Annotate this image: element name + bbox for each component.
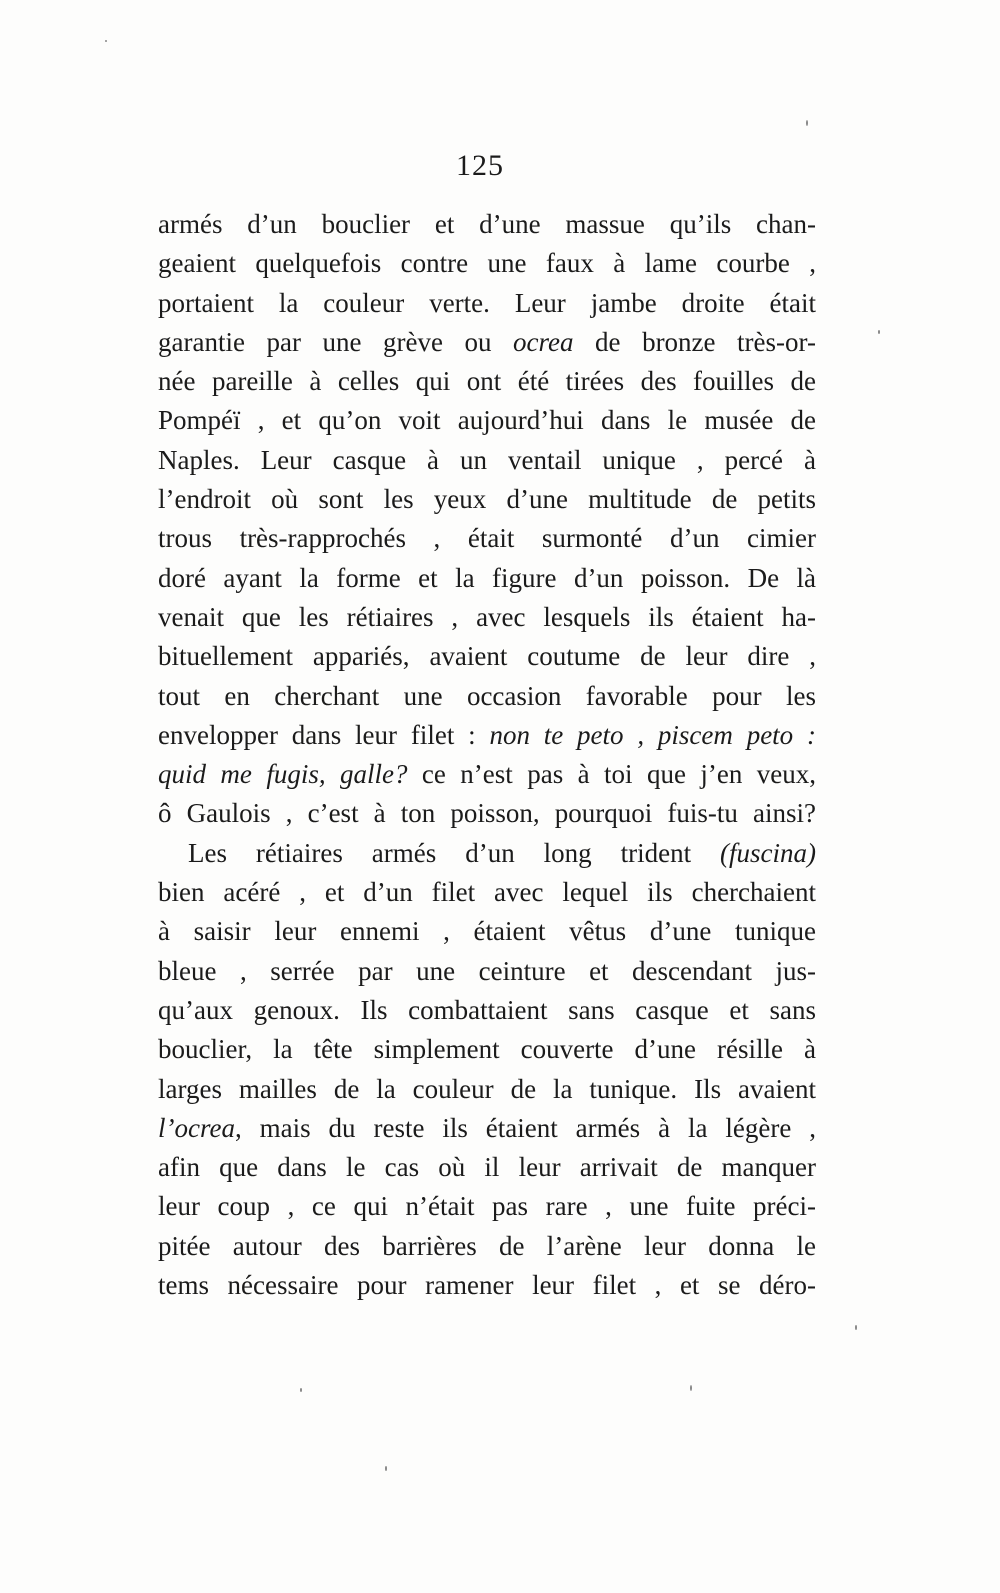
text-segment: Naples. Leur casque à un ventail unique , percé à: [158, 444, 816, 475]
scan-speck: [806, 120, 808, 126]
text-line: [158, 441, 816, 480]
page-number: 125: [456, 149, 504, 182]
text-segment: portaient la couleur verte. Leur jambe droite était: [158, 287, 816, 318]
italic-text: ocrea: [513, 326, 574, 357]
text-segment: doré ayant la forme et la figure d’un poisson. De là: [158, 562, 816, 593]
text-segment: tems nécessaire pour ramener leur filet , et se déro-: [158, 1270, 816, 1301]
text-segment: qu’aux genoux. Ils combattaient sans casque et sans: [158, 994, 816, 1025]
text-segment: venait que les rétiaires , avec lesquels ils étaient ha-: [158, 601, 816, 632]
text-line: [158, 1070, 816, 1109]
italic-text: non te peto , piscem peto :: [489, 719, 816, 750]
text-segment: afin que dans le cas où il leur arrivait de manquer: [158, 1152, 816, 1183]
italic-text: quid me fugis, galle?: [158, 759, 408, 790]
text-line: [158, 794, 816, 833]
text-segment: l’endroit où sont les yeux d’une multitude de petits: [158, 484, 816, 515]
text-line: [158, 284, 816, 323]
scan-speck: [105, 40, 107, 42]
text-segment: bien acéré , et d’un filet avec lequel ils cherchaient: [158, 877, 816, 908]
text-segment: trous très-rapprochés , était surmonté d’un cimier: [158, 523, 816, 554]
scan-speck: [300, 1388, 302, 1392]
text-segment: bituellement appariés, avaient coutume de leur dire ,: [158, 641, 816, 672]
text-segment: bouclier, la tête simplement couverte d’une résille à: [158, 1034, 816, 1065]
scan-speck: [385, 1466, 387, 1471]
text-segment: larges mailles de la couleur de la tunique. Ils avaient: [158, 1073, 816, 1104]
text-segment: leur coup , ce qui n’était pas rare , une fuite préci-: [158, 1191, 816, 1222]
text-line: [158, 1187, 816, 1226]
text-line: [158, 637, 816, 676]
scan-speck: [878, 330, 880, 334]
text-line: [158, 1148, 816, 1187]
text-line: [158, 716, 816, 755]
text-segment: ô Gaulois , c’est à ton poisson, pourquoi fuis-tu ainsi?: [158, 798, 816, 829]
text-line: [158, 244, 816, 283]
text-line: [158, 1266, 816, 1305]
text-line: [158, 598, 816, 637]
text-line: [158, 519, 816, 558]
text-segment: de bronze très-or-: [573, 326, 816, 357]
text-segment: tout en cherchant une occasion favorable pour les: [158, 680, 816, 711]
text-segment: ce n’est pas à toi que j’en veux,: [407, 759, 816, 790]
text-line: [158, 1109, 816, 1148]
text-segment: garantie par une grève ou: [158, 326, 514, 357]
text-line: [158, 912, 816, 951]
text-line: [158, 873, 816, 912]
text-line: [158, 834, 816, 873]
text-line: [158, 401, 816, 440]
text-line: [158, 480, 816, 519]
text-segment: envelopper dans leur filet :: [158, 719, 490, 750]
text-line: [158, 952, 816, 991]
text-segment: Les rétiaires armés d’un long trident: [188, 837, 721, 868]
text-line: [158, 362, 816, 401]
italic-text: (fuscina): [720, 837, 816, 868]
scan-speck: [855, 1325, 857, 1330]
text-segment: pitée autour des barrières de l’arène leur donna le: [158, 1230, 816, 1261]
text-segment: à saisir leur ennemi , étaient vêtus d’une tunique: [158, 916, 816, 947]
text-segment: , mais du reste ils étaient armés à la légère ,: [234, 1112, 816, 1143]
text-segment: bleue , serrée par une ceinture et descendant jus-: [158, 955, 816, 986]
text-line: [158, 677, 816, 716]
text-segment: geaient quelquefois contre une faux à lame courbe ,: [158, 248, 816, 279]
text-line: [158, 1030, 816, 1069]
text-line: [158, 755, 816, 794]
text-line: [158, 559, 816, 598]
text-line: [158, 1227, 816, 1266]
scan-speck: [690, 1385, 692, 1391]
text-line: [158, 323, 816, 362]
body-text: [158, 205, 816, 1305]
text-line: [158, 205, 816, 244]
text-segment: armés d’un bouclier et d’une massue qu’ils chan-: [158, 209, 816, 239]
italic-text: l’ocrea: [158, 1112, 235, 1143]
text-line: [158, 991, 816, 1030]
text-segment: née pareille à celles qui ont été tirées des fouilles de: [158, 366, 816, 397]
text-segment: Pompéï , et qu’on voit aujourd’hui dans le musée de: [158, 405, 816, 436]
